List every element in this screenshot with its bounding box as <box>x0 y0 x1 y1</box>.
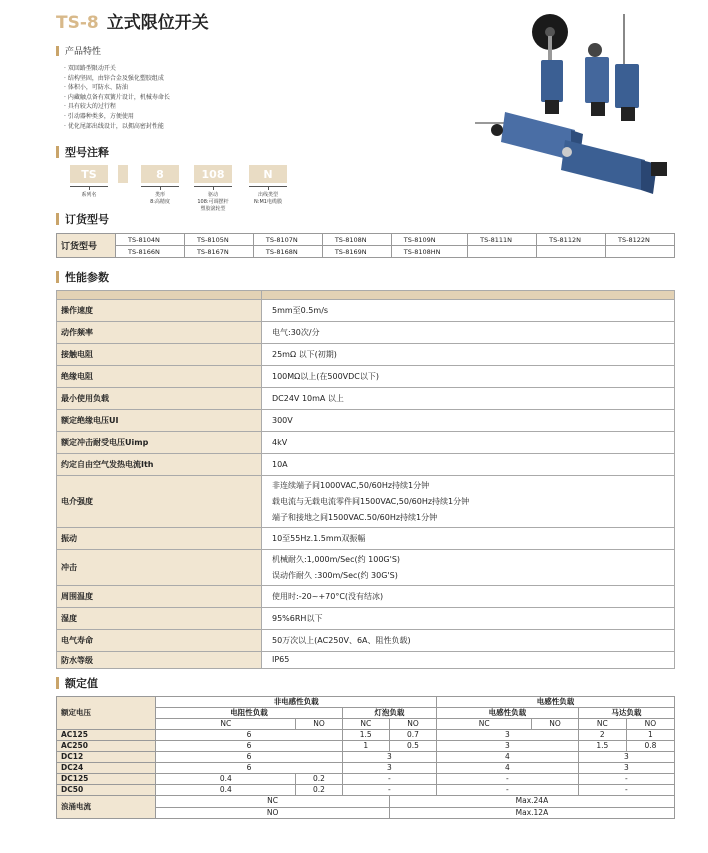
spec-heading: 性能参数 <box>56 269 109 285</box>
page-title <box>56 8 209 33</box>
product-image <box>475 12 685 197</box>
value-cell: - <box>578 785 674 796</box>
heading-bar <box>56 46 59 56</box>
value-cell: 2 <box>578 730 626 741</box>
spec-value: 4kV <box>262 432 675 454</box>
inductive-header: 电感性负载 <box>437 697 675 708</box>
switch-body <box>541 60 563 102</box>
motor-header: 马达负载 <box>578 708 674 719</box>
order-row-label: 订货型号 <box>57 234 116 258</box>
value-cell: 3 <box>578 752 674 763</box>
value-cell: 6 <box>156 741 342 752</box>
spec-value: 100MΩ以上(在500VDC以下) <box>262 366 675 388</box>
spec-value: 95%6RH以下 <box>262 608 675 630</box>
value-cell: 4 <box>437 763 579 774</box>
value-cell: 1 <box>342 741 389 752</box>
order-cell: TS-8166N <box>116 246 185 258</box>
order-cell: TS-8104N <box>116 234 185 246</box>
order-heading: 订货型号 <box>56 211 109 227</box>
order-cell: TS-8167N <box>184 246 253 258</box>
value-cell: 3 <box>437 741 579 752</box>
feature-item: · 内藏触点备有双簧片设计，机械寿命长 <box>64 93 170 101</box>
spec-key: 操作速度 <box>57 300 262 322</box>
inrush-value: Max.12A <box>389 807 674 819</box>
feature-item: · 体积小，可防水、防油 <box>64 84 128 92</box>
value-cell: 6 <box>156 763 342 774</box>
no-header: NO <box>296 719 342 730</box>
value-cell: 6 <box>156 752 342 763</box>
features-heading: 产品特性 <box>56 44 101 57</box>
spec-value: 5mm至0.5m/s <box>262 300 675 322</box>
code-box-separator <box>118 165 128 183</box>
inrush-value: Max.24A <box>389 796 674 808</box>
value-cell: 3 <box>437 730 579 741</box>
spec-value: 机械耐久:1,000m/Sec(约 100G'S) 误动作耐久 :300m/Sec(约 30G'S) <box>262 550 675 586</box>
spec-key: 额定绝缘电压UI <box>57 410 262 432</box>
value-cell: 3 <box>578 763 674 774</box>
feature-item: · 优化尾部出线设计，以拥高密封性能 <box>64 122 164 130</box>
ind-load-header: 电感性负载 <box>437 708 579 719</box>
value-cell: - <box>437 774 579 785</box>
value-cell: 0.4 <box>156 785 296 796</box>
order-cell: TS-8109N <box>391 234 467 246</box>
spec-value: 非连续端子间1000VAC,50/60Hz持续1分钟 载电流与无载电流零件间1500VAC,50/60Hz持续1分钟 端子和接地之间1500VAC.50/60Hz持续1分钟 <box>262 476 675 528</box>
value-cell: 6 <box>156 730 342 741</box>
spec-value: IP65 <box>262 652 675 669</box>
value-cell: 0.5 <box>389 741 436 752</box>
nc-header: NC <box>578 719 626 730</box>
value-cell: 0.8 <box>626 741 674 752</box>
spec-table <box>56 290 675 669</box>
value-cell: - <box>342 774 436 785</box>
spec-key: 约定自由空气发热电流Ith <box>57 454 262 476</box>
value-cell: 0.2 <box>296 785 342 796</box>
value-cell: 1 <box>626 730 674 741</box>
value-cell: 3 <box>342 752 436 763</box>
value-cell: - <box>342 785 436 796</box>
lamp-header: 灯泡负载 <box>342 708 436 719</box>
code-box-type: 8 <box>141 165 179 183</box>
no-header: NO <box>626 719 674 730</box>
order-cell: TS-8105N <box>184 234 253 246</box>
order-cell: TS-8108HN <box>391 246 467 258</box>
code-label: 驱动 108:可调摆杆 塑胶滚轮型 <box>197 192 229 212</box>
feature-item: · 具有较大的过行程 <box>64 103 116 111</box>
spec-key: 防水等级 <box>57 652 262 669</box>
inrush-type: NO <box>156 807 390 819</box>
voltage-cell: AC125 <box>57 730 156 741</box>
spec-value: DC24V 10mA 以上 <box>262 388 675 410</box>
nc-header: NC <box>342 719 389 730</box>
order-cell: TS-8108N <box>322 234 391 246</box>
order-cell <box>537 246 606 258</box>
code-box-series: TS <box>70 165 108 183</box>
rated-heading: 额定值 <box>56 675 98 691</box>
spec-value: 300V <box>262 410 675 432</box>
order-cell <box>606 246 675 258</box>
no-header: NO <box>389 719 436 730</box>
order-cell: TS-8112N <box>537 234 606 246</box>
model-heading: 型号注释 <box>56 144 109 160</box>
spec-key: 额定冲击耐受电压Uimp <box>57 432 262 454</box>
rated-voltage-label: 额定电压 <box>57 697 156 730</box>
spec-key: 振动 <box>57 528 262 550</box>
order-cell <box>468 246 537 258</box>
value-cell: - <box>578 774 674 785</box>
spec-key: 周围温度 <box>57 586 262 608</box>
switch-body <box>615 64 639 108</box>
voltage-cell: DC12 <box>57 752 156 763</box>
switch-body <box>585 57 609 103</box>
non-inductive-header: 非电感性负载 <box>156 697 437 708</box>
order-cell: TS-8168N <box>253 246 322 258</box>
code-label: 类形 8:高精度 <box>150 192 170 205</box>
feature-item: · 结构坚固，由锌合金及强化塑胶组成 <box>64 74 164 82</box>
spec-value: 电气:30次/分 <box>262 322 675 344</box>
switch-body <box>561 140 645 190</box>
nc-header: NC <box>156 719 296 730</box>
spec-value: 25mΩ 以下(初期) <box>262 344 675 366</box>
value-cell: - <box>437 785 579 796</box>
voltage-cell: DC50 <box>57 785 156 796</box>
spec-key: 接触电阻 <box>57 344 262 366</box>
spec-value: 10至55Hz.1.5mm双振幅 <box>262 528 675 550</box>
order-cell: TS-8107N <box>253 234 322 246</box>
order-cell: TS-8169N <box>322 246 391 258</box>
series-code: TS-8 <box>56 13 99 33</box>
resistive-header: 电阻性负载 <box>156 708 342 719</box>
value-cell: 4 <box>437 752 579 763</box>
voltage-cell: DC24 <box>57 763 156 774</box>
no-header: NO <box>532 719 578 730</box>
spec-key: 电介强度 <box>57 476 262 528</box>
order-cell: TS-8122N <box>606 234 675 246</box>
value-cell: 0.4 <box>156 774 296 785</box>
voltage-cell: AC250 <box>57 741 156 752</box>
feature-item: · 引动器种类多，方便使用 <box>64 112 134 120</box>
inrush-label: 浪涌电流 <box>57 796 156 819</box>
value-cell: 1.5 <box>578 741 626 752</box>
voltage-cell: DC125 <box>57 774 156 785</box>
code-label: 系列名 <box>81 192 97 198</box>
spec-key: 绝缘电阻 <box>57 366 262 388</box>
nc-header: NC <box>437 719 532 730</box>
value-cell: 0.7 <box>389 730 436 741</box>
code-box-driver: 108 <box>194 165 232 183</box>
rated-table <box>56 696 675 819</box>
order-cell: TS-8111N <box>468 234 537 246</box>
spec-key: 冲击 <box>57 550 262 586</box>
spec-value: 10A <box>262 454 675 476</box>
feature-item: · 双回路型限动开关 <box>64 65 116 72</box>
code-label: 出线类型 N:M1电缆膜 <box>254 192 282 205</box>
features-list <box>64 64 170 131</box>
title-name: 立式限位开关 <box>106 13 209 33</box>
value-cell: 3 <box>342 763 436 774</box>
spec-value: 使用时:-20~+70°C(没有结冰) <box>262 586 675 608</box>
inrush-type: NC <box>156 796 390 808</box>
spec-key: 湿度 <box>57 608 262 630</box>
code-box-cable: N <box>249 165 287 183</box>
spec-key: 电气寿命 <box>57 630 262 652</box>
order-table <box>56 233 675 258</box>
value-cell: 1.5 <box>342 730 389 741</box>
spec-key: 最小使用负载 <box>57 388 262 410</box>
spec-value: 50万次以上(AC250V、6A、阻性负载) <box>262 630 675 652</box>
value-cell: 0.2 <box>296 774 342 785</box>
spec-key: 动作频率 <box>57 322 262 344</box>
